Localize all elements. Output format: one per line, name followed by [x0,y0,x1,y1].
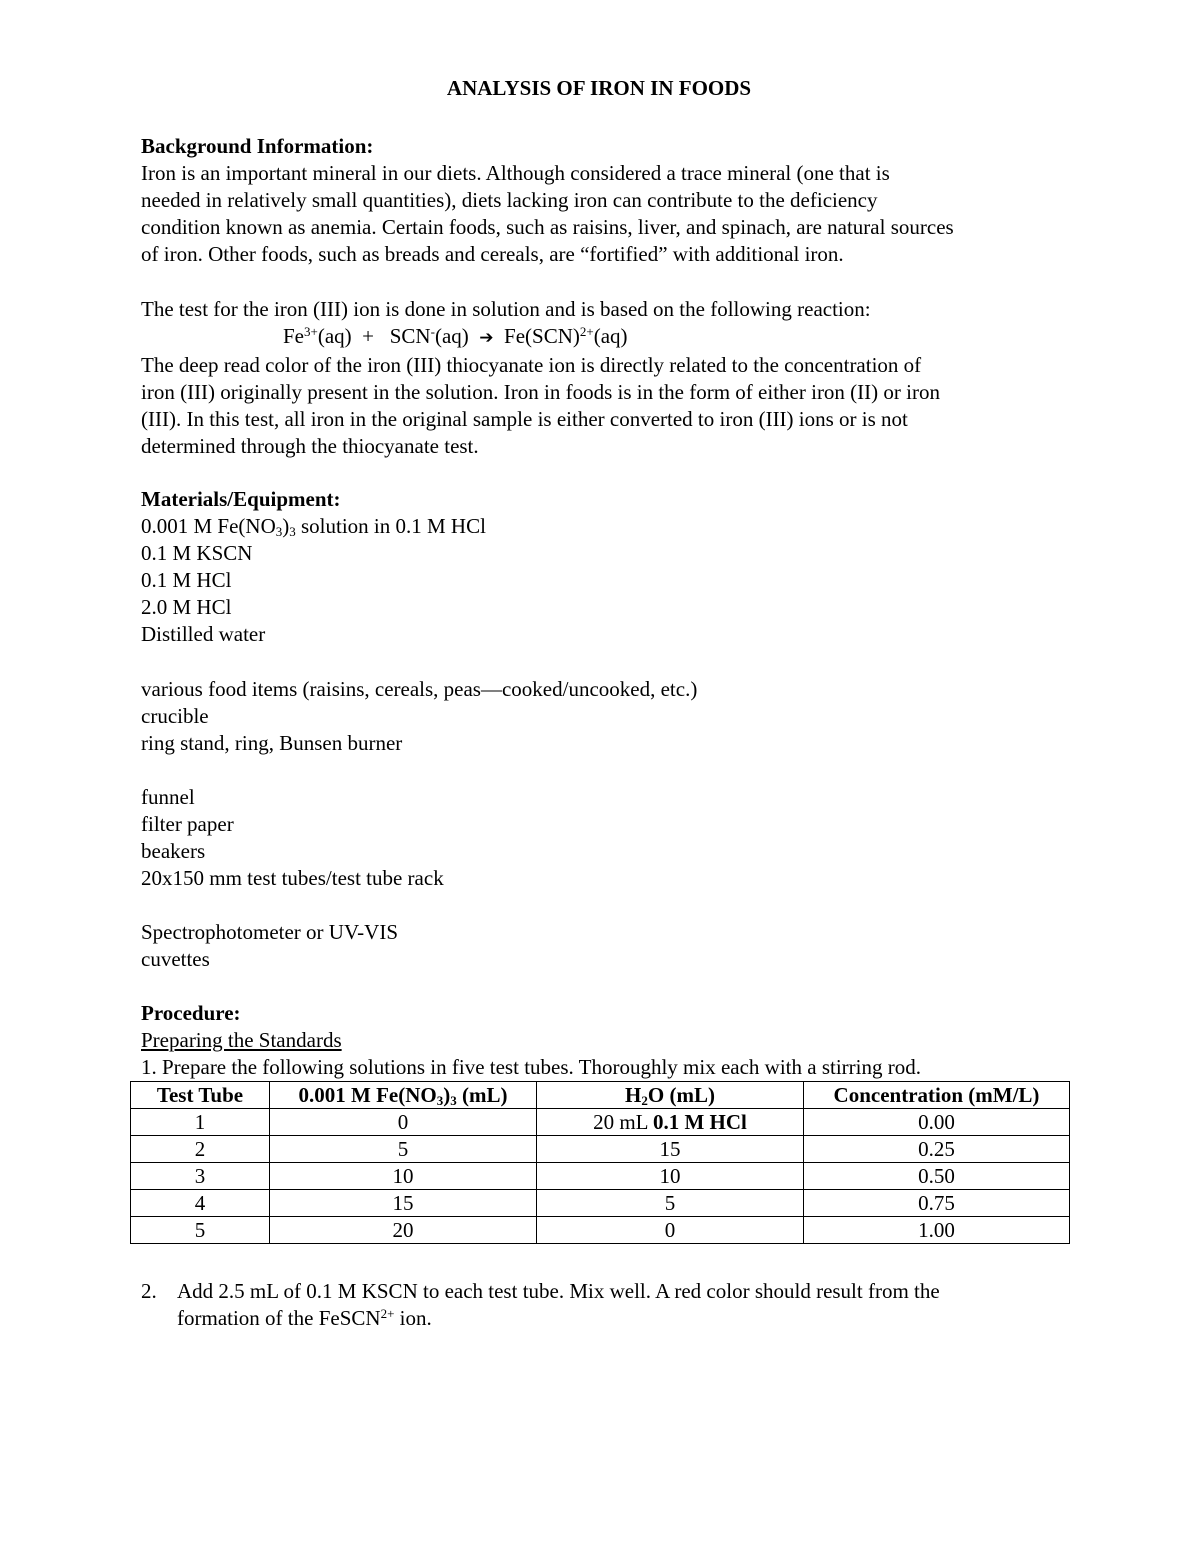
fe-header-pre: 0.001 M Fe(NO [298,1083,437,1107]
fe-line-sub2: 3 [289,524,296,539]
background-line: Iron is an important mineral in our diets. Although considered a trace mineral (one that is [141,161,890,185]
cell-concentration: 0.50 [804,1163,1070,1190]
cell-tube: 3 [131,1163,270,1190]
cell-water-volume: 10 [537,1163,804,1190]
cell-tube: 5 [131,1217,270,1244]
water-header-post: O (mL) [647,1083,715,1107]
column-header-test-tube: Test Tube [131,1082,270,1109]
step-2-text [177,1278,1077,1332]
reaction-line: iron (III) originally present in the solution. Iron in foods is in the form of either iron (II) or iron [141,380,940,404]
fe-header-sub: 3 [436,1093,444,1108]
column-header-fe-volume [270,1082,537,1109]
materials-fe-solution [141,513,1071,540]
materials-item: Spectrophotometer or UV-VIS [141,920,399,944]
reaction-line: The deep read color of the iron (III) thiocyanate ion is directly related to the concentration of [141,353,922,377]
cell-concentration: 1.00 [804,1217,1070,1244]
cell-water-volume: 15 [537,1136,804,1163]
materials-item: Distilled water [141,622,266,646]
materials-item: 2.0 M HCl [141,595,232,619]
materials-item: 20x150 mm test tubes/test tube rack [141,866,444,890]
materials-item: beakers [141,839,206,863]
table-header-row [131,1082,1070,1109]
standards-table [130,1081,1070,1244]
table-row [131,1163,1070,1190]
cell-water-volume: 0 [537,1217,804,1244]
background-line: condition known as anemia. Certain foods, such as raisins, liver, and spinach, are natural sources [141,215,954,239]
document-title: ANALYSIS OF IRON IN FOODS [446,76,752,100]
cell-concentration: 0.75 [804,1190,1070,1217]
step-2-line-pre: formation of the FeSCN [177,1306,381,1330]
step-2-line: Add 2.5 mL of 0.1 M KSCN to each test tube. Mix well. A red color should result from the [177,1279,940,1303]
cell-fe-volume: 5 [270,1136,537,1163]
materials-item: ring stand, ring, Bunsen burner [141,731,403,755]
step-2-charge: 2+ [380,1306,395,1321]
cell-tube: 2 [131,1136,270,1163]
materials-item: 0.1 M KSCN [141,541,253,565]
cell-water-volume: 5 [537,1190,804,1217]
water-volume-bold: 0.1 M HCl [652,1110,747,1134]
materials-group-food [141,676,1071,757]
reaction-line: (III). In this test, all iron in the original sample is either converted to iron (III) ions or is not [141,407,908,431]
materials-group-glassware [141,784,1071,892]
table-row [131,1217,1070,1244]
materials-group-instruments [141,919,1071,973]
fe-header-sub2: 3 [450,1093,457,1108]
table-row [131,1136,1070,1163]
equation-product-state: (aq) [593,324,628,348]
procedure-step-1: 1. Prepare the following solutions in five test tubes. Thoroughly mix each with a stirring rod. [141,1055,921,1079]
cell-fe-volume: 0 [270,1109,537,1136]
equation-scn-charge: - [430,324,435,339]
procedure-subheading: Preparing the Standards [141,1028,342,1052]
fe-header-post: (mL) [456,1083,508,1107]
water-volume-text: 20 mL [593,1110,653,1134]
fe-header-mid: ) [443,1083,451,1107]
background-line: needed in relatively small quantities), diets lacking iron can contribute to the deficiency [141,188,878,212]
reaction-section [141,296,1071,460]
right-arrow-icon: ➔ [479,328,494,348]
cell-concentration: 0.00 [804,1109,1070,1136]
equation-fe: Fe [283,324,304,348]
background-section [141,133,1071,268]
table-row [131,1109,1070,1136]
materials-heading: Materials/Equipment: [141,487,341,511]
materials-item: crucible [141,704,209,728]
materials-item: funnel [141,785,195,809]
cell-fe-volume: 10 [270,1163,537,1190]
water-header-pre: H [625,1083,642,1107]
background-heading: Background Information: [141,134,374,158]
cell-tube: 1 [131,1109,270,1136]
fe-line-post: solution in 0.1 M HCl [295,514,486,538]
background-line: of iron. Other foods, such as breads and cereals, are “fortified” with additional iron. [141,242,844,266]
equation-product-charge: 2+ [579,324,594,339]
step-2-number: 2. [141,1279,157,1303]
cell-tube: 4 [131,1190,270,1217]
equation-fe-charge: 3+ [304,324,318,339]
equation-scn-state: (aq) [434,324,469,348]
materials-item: various food items (raisins, cereals, peas—cooked/uncooked, etc.) [141,677,698,701]
cell-concentration: 0.25 [804,1136,1070,1163]
fe-line-sub: 3 [275,524,283,539]
reaction-equation [141,323,1071,352]
cell-fe-volume: 20 [270,1217,537,1244]
materials-item: cuvettes [141,947,210,971]
equation-product: Fe(SCN) [504,324,580,348]
column-header-water-volume [537,1082,804,1109]
step-2-line [177,1305,1077,1332]
column-header-concentration: Concentration (mM/L) [804,1082,1070,1109]
equation-fe-state: (aq) + SCN [317,324,431,348]
step-2-line-post: ion. [394,1306,432,1330]
water-header-sub: 2 [641,1093,648,1108]
procedure-section [141,1000,1071,1081]
materials-section [141,486,1071,648]
materials-item: 0.1 M HCl [141,568,232,592]
reaction-line: determined through the thiocyanate test. [141,434,479,458]
fe-line-mid: ) [282,514,290,538]
cell-fe-volume: 15 [270,1190,537,1217]
procedure-heading: Procedure: [141,1001,241,1025]
cell-water-volume [537,1109,804,1136]
fe-line-pre: 0.001 M Fe(NO [141,514,276,538]
table-row [131,1190,1070,1217]
materials-item: filter paper [141,812,234,836]
test-intro: The test for the iron (III) ion is done in solution and is based on the following reaction: [141,297,871,321]
